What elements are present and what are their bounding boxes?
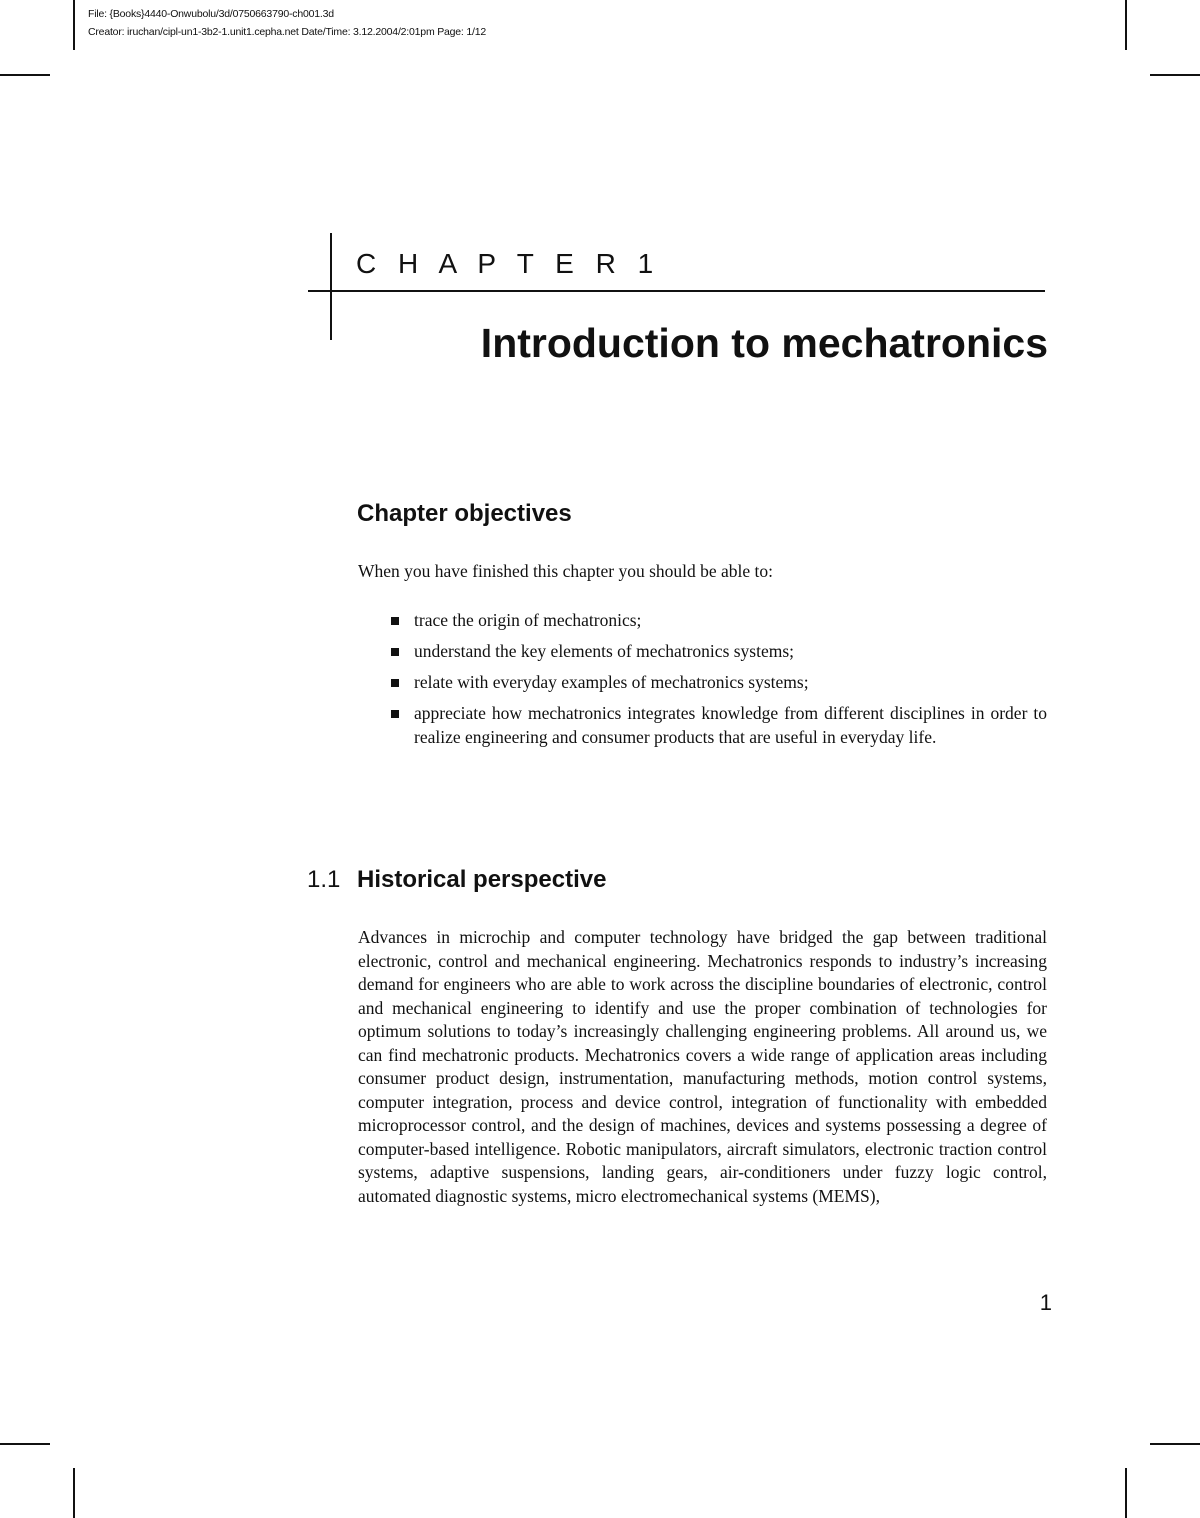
list-item-text: appreciate how mechatronics integrates knowledge from different disciplines in order to realize engineering and consumer products that are useful in everyday life. (414, 703, 1047, 747)
list-item (390, 640, 1047, 664)
proof-header-file-line: File: {Books}4440-Onwubolu/3d/0750663790-ch001.3d (88, 8, 334, 20)
crop-mark-top-right-vertical (1125, 0, 1127, 50)
section-heading: Historical perspective (357, 866, 607, 893)
chapter-vertical-rule (330, 233, 332, 340)
list-item (390, 671, 1047, 695)
crop-mark-top-left-vertical (73, 0, 75, 50)
chapter-title: Introduction to mechatronics (480, 320, 1048, 366)
proof-header-creator-line: Creator: iruchan/cipl-un1-3b2-1.unit1.cepha.net Date/Time: 3.12.2004/2:01pm Page: 1/12 (88, 26, 487, 38)
crop-mark-bottom-left-horizontal (0, 1443, 50, 1445)
objectives-heading: Chapter objectives (357, 500, 572, 527)
section-number: 1.1 (307, 866, 341, 893)
square-bullet-icon (391, 679, 399, 687)
square-bullet-icon (391, 710, 399, 718)
chapter-label: C H A P T E R 1 (356, 248, 661, 279)
body-paragraph: Advances in microchip and computer technology have bridged the gap between traditional electronic, control and mechanical engineering. Mechatronics responds to industry’s increasing demand for engineers who are able to work across the discipline boundaries of electronic, control and mechanical engineering to identify and use the proper combination of technologies for optimum solutions to today’s increasingly challenging engineering problems. All around us, we can find mechatronic products. Mechatronics covers a wide range of application areas including consumer product design, instrumentation, manufacturing methods, motion control systems, computer integration, process and device control, integration of functionality with embedded microprocessor control, and the design of machines, devices and systems possessing a degree of computer-based intelligence. Robotic manipulators, aircraft simulators, electronic traction control systems, adaptive suspensions, landing gears, air-conditioners under fuzzy logic control, automated diagnostic systems, micro electromechanical systems (MEMS), (358, 927, 1047, 1206)
crop-mark-bottom-right-horizontal (1150, 1443, 1200, 1445)
objectives-intro: When you have finished this chapter you should be able to: (358, 561, 774, 581)
crop-mark-top-left-horizontal (0, 74, 50, 76)
list-item-text: relate with everyday examples of mechatronics systems; (414, 672, 809, 692)
list-item-text: trace the origin of mechatronics; (414, 610, 642, 630)
crop-mark-bottom-right-vertical (1125, 1468, 1127, 1518)
crop-mark-bottom-left-vertical (73, 1468, 75, 1518)
chapter-horizontal-rule (308, 290, 1045, 292)
crop-mark-top-right-horizontal (1150, 74, 1200, 76)
objectives-list (390, 609, 1047, 757)
list-item-text: understand the key elements of mechatronics systems; (414, 641, 795, 661)
square-bullet-icon (391, 648, 399, 656)
list-item (390, 609, 1047, 633)
square-bullet-icon (391, 617, 399, 625)
list-item (390, 702, 1047, 749)
page-number: 1 (1039, 1290, 1052, 1315)
